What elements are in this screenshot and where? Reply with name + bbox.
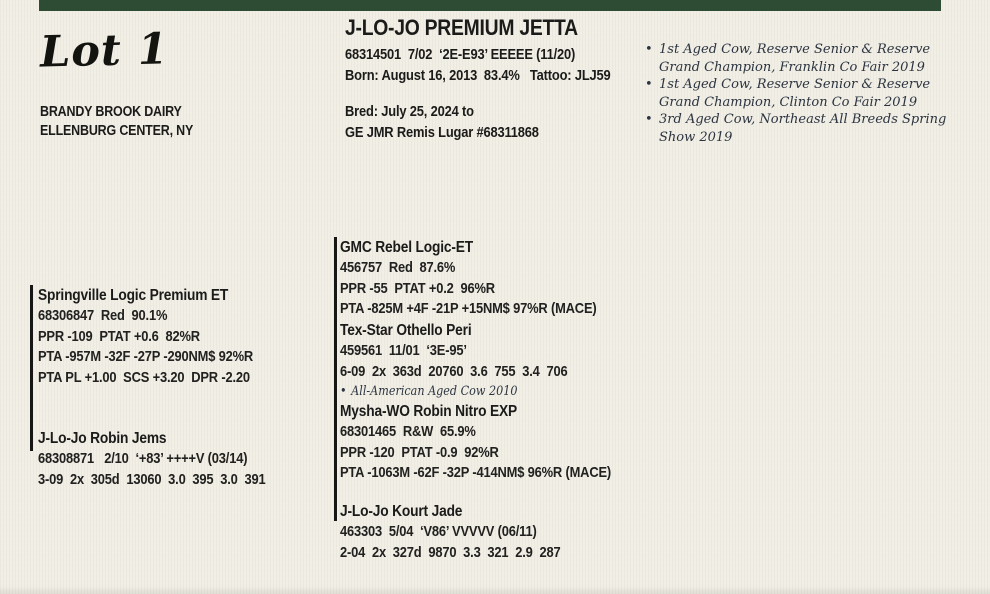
pedigree-line: 3-09 2x 305d 13060 3.0 395 3.0 391 <box>38 470 266 488</box>
award-item <box>645 41 957 76</box>
animal-header <box>345 16 611 143</box>
pedigree-line: PTA -1063M -62F -32P -414NM$ 96%R (MACE) <box>340 464 612 481</box>
pedigree-maternal-grandsire <box>340 401 611 484</box>
pedigree-line: 6-09 2x 363d 20760 3.6 755 3.4 706 <box>340 362 568 380</box>
lot-number: Lot 1 <box>39 24 170 78</box>
pedigree-award-note <box>340 382 567 401</box>
pedigree-line: PTA -825M +4F -21P +15NM$ 97%R (MACE) <box>340 300 597 317</box>
pedigree-line: 459561 11/01 ‘3E-95’ <box>340 342 467 359</box>
consignor-block <box>40 103 193 141</box>
award-item <box>645 111 957 146</box>
header-rule <box>39 0 941 11</box>
pedigree-line: 456757 Red 87.6% <box>340 259 456 276</box>
pedigree-maternal-grandsire-name: Mysha-WO Robin Nitro EXP <box>340 403 518 420</box>
pedigree-paternal-granddam-name: Tex-Star Othello Peri <box>340 322 472 339</box>
award-text: 1st Aged Cow, Reserve Senior & Reserve Grand Champion, Franklin Co Fair 2019 <box>659 42 931 75</box>
pedigree-bracket-right <box>334 237 337 521</box>
bullet-icon: • <box>645 42 653 57</box>
pedigree-line: PPR -120 PTAT -0.9 92%R <box>340 443 499 461</box>
pedigree-line: 2-04 2x 327d 9870 3.3 321 2.9 287 <box>340 543 561 561</box>
pedigree-paternal-grandsire-name: GMC Rebel Logic-ET <box>340 239 473 256</box>
animal-born-line: Born: August 16, 2013 83.4% Tattoo: JLJ59 <box>345 67 611 84</box>
pedigree-line: 68301465 R&W 65.9% <box>340 423 476 440</box>
pedigree-line: 68308871 2/10 ‘+83’ ++++V (03/14) <box>38 450 248 467</box>
pedigree-paternal-grandsire <box>340 237 597 320</box>
award-item <box>645 76 957 111</box>
pedigree-bracket-left <box>30 285 33 451</box>
pedigree-line: PTA -957M -32F -27P -290NM$ 92%R <box>38 348 254 365</box>
awards-list <box>645 41 957 146</box>
pedigree-sire-name: Springville Logic Premium ET <box>38 287 229 304</box>
consignor-name: BRANDY BROOK DAIRY <box>40 104 182 120</box>
pedigree-line: PPR -109 PTAT +0.6 82%R <box>38 327 200 345</box>
award-text: 1st Aged Cow, Reserve Senior & Reserve Grand Champion, Clinton Co Fair 2019 <box>659 77 931 110</box>
animal-bred-line-2: GE JMR Remis Lugar #68311868 <box>345 124 539 141</box>
pedigree-maternal-granddam <box>340 501 560 563</box>
consignor-location: ELLENBURG CENTER, NY <box>40 123 194 139</box>
animal-bred-line-1: Bred: July 25, 2024 to <box>345 103 474 120</box>
award-text: 3rd Aged Cow, Northeast All Breeds Spring Show 2019 <box>659 112 947 145</box>
pedigree-award-note-text: All-American Aged Cow 2010 <box>351 384 518 399</box>
bullet-icon: • <box>645 112 653 127</box>
animal-name: J-LO-JO PREMIUM JETTA <box>345 15 578 40</box>
pedigree-dam-name: J-Lo-Jo Robin Jems <box>38 430 167 447</box>
pedigree-sire <box>38 285 253 388</box>
animal-registration: 68314501 7/02 ‘2E-E93’ EEEEE (11/20) <box>345 46 576 63</box>
pedigree-dam <box>38 428 265 490</box>
pedigree-line: PPR -55 PTAT +0.2 96%R <box>340 279 495 297</box>
pedigree-paternal-granddam <box>340 320 567 401</box>
pedigree-line: PTA PL +1.00 SCS +3.20 DPR -2.20 <box>38 368 250 386</box>
bullet-icon: • <box>340 384 347 399</box>
spacer <box>345 86 611 101</box>
pedigree-maternal-granddam-name: J-Lo-Jo Kourt Jade <box>340 503 463 520</box>
bullet-icon: • <box>645 77 653 92</box>
pedigree-line: 463303 5/04 ‘V86’ VVVVV (06/11) <box>340 523 537 540</box>
pedigree-line: 68306847 Red 90.1% <box>38 307 168 324</box>
